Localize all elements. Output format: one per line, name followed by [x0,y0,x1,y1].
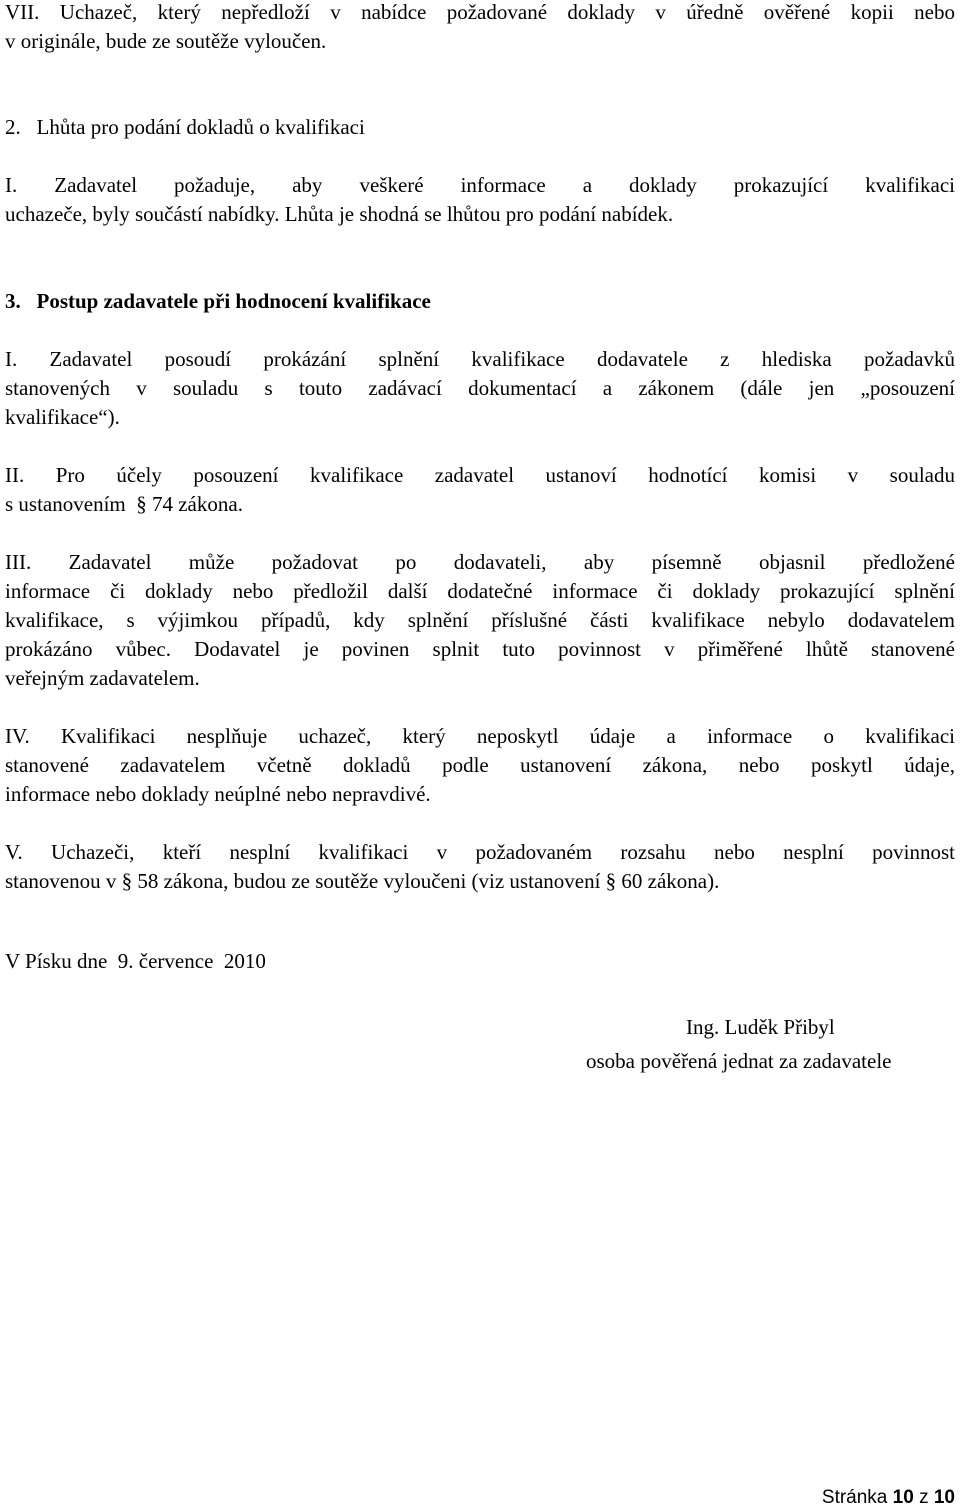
section-2-paragraph-line-2: uchazeče, byly součástí nabídky. Lhůta je shodná se lhůtou pro podání nabídek. [5,202,674,226]
section-3-paragraph-iv-line-3: informace nebo doklady neúplné nebo nepravdivé. [5,782,431,806]
section-3-paragraph-i-line-1: I. Zadavatel posoudí prokázání splnění kvalifikace dodavatele z hlediska požadavků [5,347,955,371]
footer-current-page: 10 [892,1487,914,1508]
section-3-paragraph-ii-line-1: II. Pro účely posouzení kvalifikace zadavatel ustanoví hodnotící komisi v souladu [5,463,955,487]
paragraph-vii-line-2: v originále, bude ze soutěže vyloučen. [5,29,327,53]
footer-total-pages: 10 [933,1487,955,1508]
section-3-heading: 3. Postup zadavatele při hodnocení kvalifikace [5,289,431,313]
section-2-heading: 2. Lhůta pro podání dokladů o kvalifikaci [5,115,365,139]
section-3-paragraph-ii-line-2: s ustanovením § 74 zákona. [5,492,243,516]
section-3-paragraph-iii-line-4: prokázáno vůbec. Dodavatel je povinen splnit tuto povinnost v přiměřené lhůtě stanovené [5,637,955,661]
section-3-paragraph-iii-line-2: informace či doklady nebo předložil další dodatečné informace či doklady prokazující splnění [5,579,955,603]
footer-prefix: Stránka [821,1487,893,1508]
section-2-paragraph-line-1: I. Zadavatel požaduje, aby veškeré informace a doklady prokazující kvalifikaci [5,173,955,197]
section-3-paragraph-iii-line-1: III. Zadavatel může požadovat po dodavateli, aby písemně objasnil předložené [5,550,955,574]
section-3-paragraph-iii-line-3: kvalifikace, s výjimkou případů, kdy splnění příslušné části kvalifikace nebylo dodavatelem [5,608,955,632]
signatory-role: osoba pověřená jednat za zadavatele [586,1049,892,1073]
place-and-date: V Písku dne 9. července 2010 [5,949,266,973]
section-3-paragraph-i-line-2: stanovených v souladu s touto zadávací dokumentací a zákonem (dále jen „posouzení [5,376,955,400]
section-3-paragraph-v-line-1: V. Uchazeči, kteří nesplní kvalifikaci v požadovaném rozsahu nebo nesplní povinnost [5,840,955,864]
section-3-paragraph-iii-line-5: veřejným zadavatelem. [5,666,200,690]
signatory-name: Ing. Luděk Přibyl [686,1015,835,1039]
section-3-paragraph-iv-line-1: IV. Kvalifikaci nesplňuje uchazeč, který neposkytl údaje a informace o kvalifikaci [5,724,955,748]
section-3-paragraph-iv-line-2: stanovené zadavatelem včetně dokladů podle ustanovení zákona, nebo poskytl údaje, [5,753,955,777]
section-3-paragraph-i-line-3: kvalifikace“). [5,405,120,429]
footer-middle: z [913,1487,934,1508]
paragraph-vii-line-1: VII. Uchazeč, který nepředloží v nabídce požadované doklady v úředně ověřené kopii nebo [5,0,955,24]
page-number-footer [822,1486,955,1510]
section-3-paragraph-v-line-2: stanovenou v § 58 zákona, budou ze soutěže vyloučeni (viz ustanovení § 60 zákona). [5,869,720,893]
